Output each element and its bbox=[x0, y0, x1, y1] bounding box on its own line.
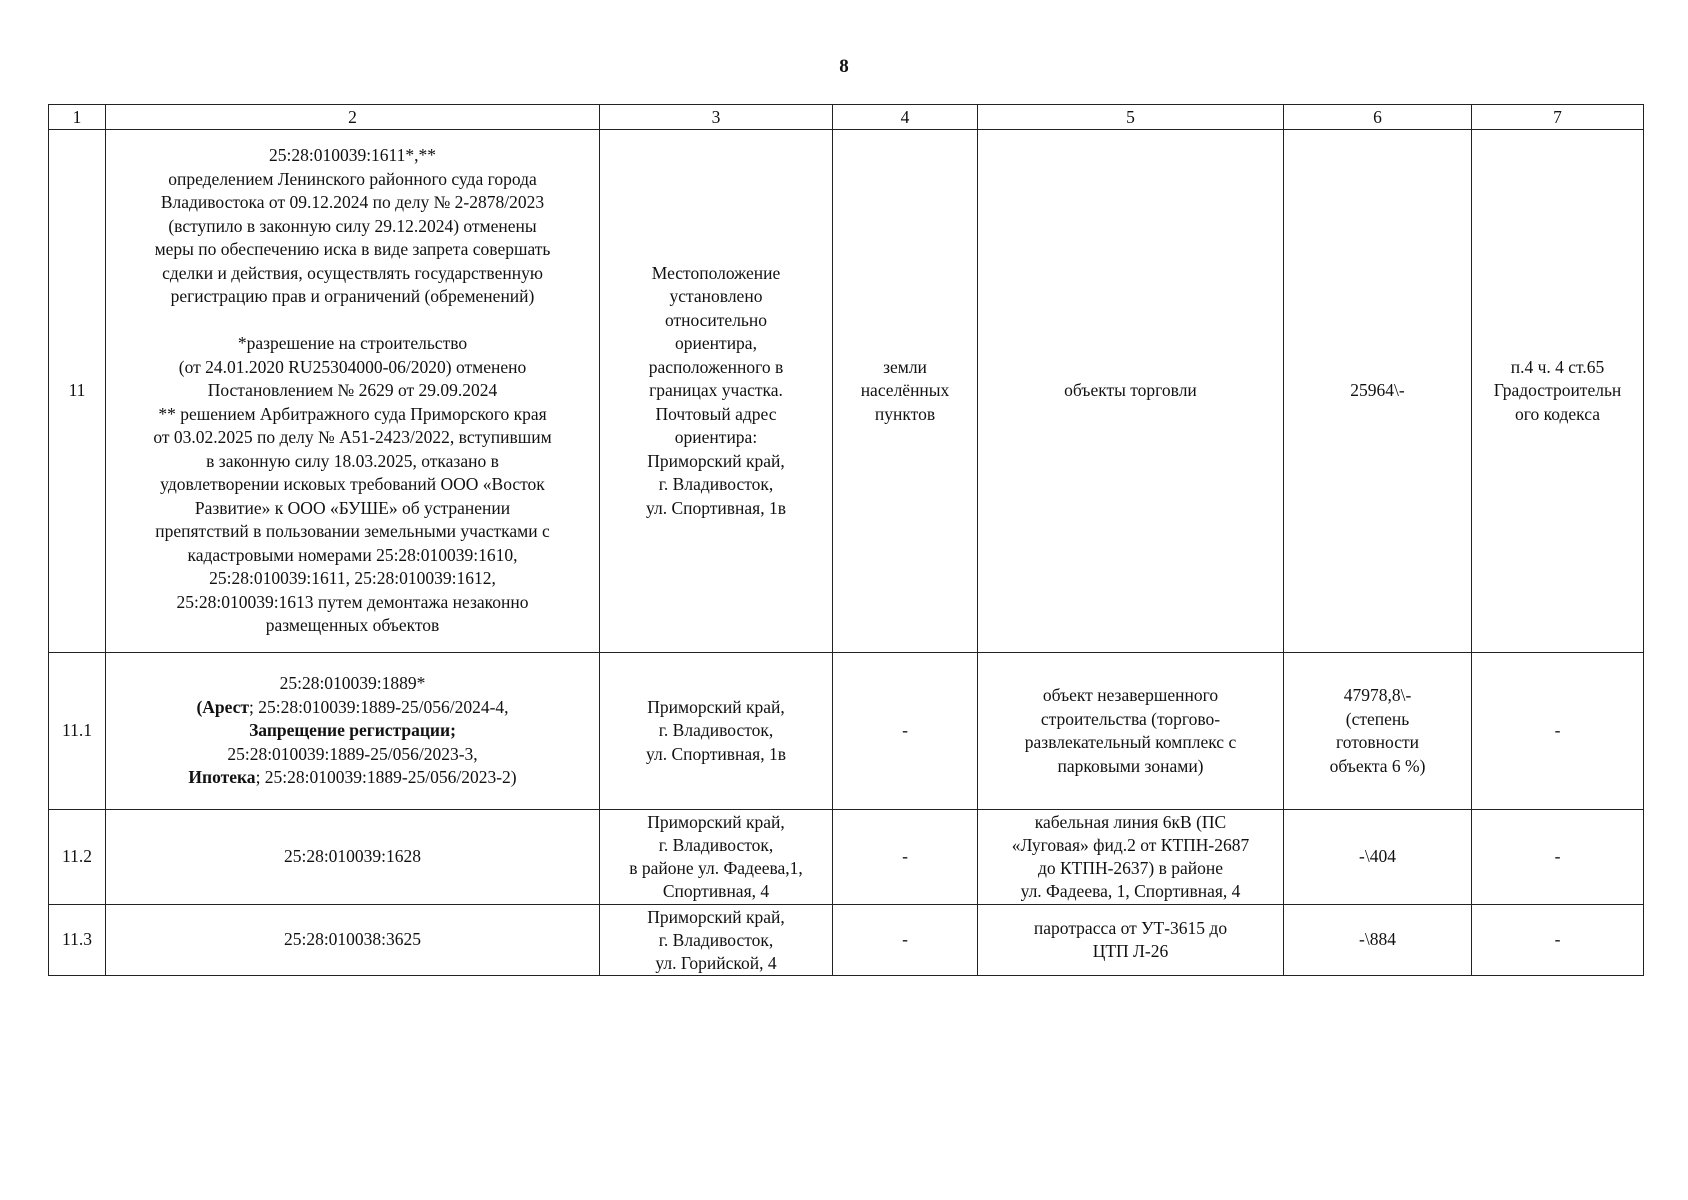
use-line: строительства (торгово- bbox=[1040, 708, 1221, 729]
location-line: Почтовый адрес bbox=[655, 403, 777, 424]
location-line: г. Владивосток, bbox=[658, 929, 774, 950]
arrest-value: ; 25:28:010039:1889-25/056/2024-4, bbox=[248, 696, 509, 717]
footnote-line: Развитие» к ООО «БУШЕ» об устранении bbox=[194, 497, 511, 518]
court-note-line: Владивостока от 09.12.2024 по делу № 2-2878/2023 bbox=[160, 192, 545, 213]
cadastral-cell bbox=[106, 653, 600, 810]
table-row bbox=[49, 653, 1644, 810]
use-line: паротрасса от УТ-3615 до bbox=[1033, 917, 1228, 938]
location-line: Местоположение bbox=[651, 262, 781, 283]
mortgage-label: Ипотека bbox=[188, 767, 256, 788]
arrest-label: (Арест bbox=[196, 696, 249, 717]
cadastral-number: 25:28:010039:1611*,** bbox=[268, 145, 437, 166]
encumbrance-mortgage bbox=[112, 766, 593, 790]
court-note-line: меры по обеспечению иска в виде запрета совершать bbox=[154, 239, 551, 260]
location-line: г. Владивосток, bbox=[658, 835, 774, 855]
location-line: ориентира: bbox=[674, 427, 758, 448]
location-line: границах участка. bbox=[649, 380, 783, 401]
footnote-line: кадастровыми номерами 25:28:010039:1610, bbox=[187, 544, 518, 565]
court-note-line: регистрацию прав и ограничений (обременений) bbox=[170, 286, 535, 307]
column-header: 7 bbox=[1472, 105, 1644, 130]
location-cell bbox=[600, 905, 833, 976]
area-cell bbox=[1284, 653, 1472, 810]
footnote-line: Постановлением № 2629 от 29.09.2024 bbox=[207, 380, 498, 401]
location-line: в районе ул. Фадеева,1, bbox=[629, 858, 803, 878]
cadastral-cell bbox=[106, 810, 600, 905]
location-line: Приморский край, bbox=[647, 450, 785, 471]
use-line: объекты торговли bbox=[1064, 380, 1197, 401]
use-line: «Луговая» фид.2 от КТПН-2687 bbox=[1011, 835, 1250, 855]
column-header: 3 bbox=[600, 105, 833, 130]
footnote-line: 25:28:010039:1613 путем демонтажа незаконно bbox=[176, 591, 529, 612]
header-row bbox=[49, 105, 1644, 130]
note-cell bbox=[1472, 653, 1644, 810]
area-line: 47978,8\- bbox=[1343, 685, 1412, 705]
location-line: Спортивная, 4 bbox=[662, 881, 770, 901]
footnote-line: удовлетворении исковых требований ООО «Восток bbox=[160, 474, 545, 495]
column-header: 2 bbox=[106, 105, 600, 130]
location-line: г. Владивосток, bbox=[658, 720, 774, 741]
cadastral-number: 25:28:010039:1889* bbox=[279, 673, 426, 694]
row-number: 11.1 bbox=[49, 653, 106, 810]
location-cell bbox=[600, 130, 833, 653]
note-line: - bbox=[1554, 846, 1561, 867]
permitted-use-cell bbox=[978, 130, 1284, 653]
note-line: ого кодекса bbox=[1515, 403, 1600, 424]
note-line: п.4 ч. 4 ст.65 bbox=[1510, 356, 1605, 377]
permitted-use-cell bbox=[978, 653, 1284, 810]
footnote-line: в законную силу 18.03.2025, отказано в bbox=[206, 450, 499, 471]
category-line: - bbox=[902, 929, 908, 950]
category-line: земли bbox=[883, 356, 927, 377]
location-line: Приморский край, bbox=[647, 906, 785, 927]
location-line: ул. Спортивная, 1в bbox=[646, 743, 786, 764]
area-line: объекта 6 %) bbox=[1329, 755, 1426, 776]
row-number: 11 bbox=[49, 130, 106, 653]
permitted-use-cell bbox=[978, 810, 1284, 905]
land-category-cell bbox=[833, 130, 978, 653]
encumbrance-ban-label: Запрещение регистрации; bbox=[249, 720, 456, 741]
area-cell bbox=[1284, 905, 1472, 976]
page-number: 8 bbox=[839, 56, 849, 77]
location-line: Приморский край, bbox=[647, 696, 785, 717]
area-cell bbox=[1284, 810, 1472, 905]
court-note-line: (вступило в законную силу 29.12.2024) отменены bbox=[168, 215, 537, 236]
note-line: - bbox=[1554, 720, 1561, 741]
area-line: -\884 bbox=[1359, 929, 1396, 950]
use-line: ЦТП Л-26 bbox=[1092, 941, 1169, 961]
table-row bbox=[49, 810, 1644, 905]
land-category-cell bbox=[833, 653, 978, 810]
footnote-line: ** решением Арбитражного суда Приморского края bbox=[158, 403, 547, 424]
column-header: 1 bbox=[49, 105, 106, 130]
area-line: -\404 bbox=[1359, 846, 1396, 867]
location-line: ориентира, bbox=[675, 333, 757, 354]
footnote-line: 25:28:010039:1611, 25:28:010039:1612, bbox=[209, 568, 496, 589]
cadastral-number: 25:28:010038:3625 bbox=[283, 929, 422, 950]
note-line: Градостроительн bbox=[1493, 380, 1622, 401]
footnote-line: *разрешение на строительство bbox=[237, 333, 468, 354]
location-cell bbox=[600, 653, 833, 810]
note-cell bbox=[1472, 130, 1644, 653]
cadastral-number: 25:28:010039:1628 bbox=[283, 846, 422, 867]
category-line: - bbox=[902, 846, 908, 867]
location-line: Приморский край, bbox=[647, 812, 785, 832]
cadastral-cell bbox=[106, 130, 600, 653]
column-header: 6 bbox=[1284, 105, 1472, 130]
registry-table bbox=[48, 104, 1644, 976]
area-cell bbox=[1284, 130, 1472, 653]
location-line: г. Владивосток, bbox=[658, 474, 774, 495]
land-category-cell bbox=[833, 905, 978, 976]
location-line: ул. Горийской, 4 bbox=[655, 952, 777, 973]
use-line: до КТПН-2637) в районе bbox=[1037, 858, 1224, 878]
mortgage-value: ; 25:28:010039:1889-25/056/2023-2) bbox=[255, 767, 517, 788]
location-cell bbox=[600, 810, 833, 905]
encumbrance-ban-value: 25:28:010039:1889-25/056/2023-3, bbox=[227, 743, 478, 764]
category-line: пунктов bbox=[874, 403, 936, 424]
use-line: развлекательный комплекс с bbox=[1024, 732, 1237, 752]
use-line: объект незавершенного bbox=[1042, 685, 1219, 705]
encumbrance-arrest bbox=[112, 696, 593, 720]
footnote-line: от 03.02.2025 по делу № А51-2423/2022, вступившим bbox=[153, 427, 552, 448]
permitted-use-cell bbox=[978, 905, 1284, 976]
footnote-line: препятствий в пользовании земельными участками с bbox=[155, 521, 550, 542]
table-row bbox=[49, 130, 1644, 653]
table-row bbox=[49, 905, 1644, 976]
column-header: 4 bbox=[833, 105, 978, 130]
area-line: готовности bbox=[1335, 732, 1420, 752]
location-line: установлено bbox=[669, 286, 763, 307]
court-note-line: сделки и действия, осуществлять государственную bbox=[162, 262, 543, 283]
court-note-line: определением Ленинского районного суда города bbox=[168, 168, 537, 189]
row-number: 11.2 bbox=[49, 810, 106, 905]
category-line: населённых bbox=[860, 380, 950, 401]
cadastral-cell bbox=[106, 905, 600, 976]
spacer bbox=[112, 309, 593, 333]
area-line: (степень bbox=[1345, 708, 1410, 729]
land-category-cell bbox=[833, 810, 978, 905]
use-line: кабельная линия 6кВ (ПС bbox=[1034, 812, 1227, 832]
column-header: 5 bbox=[978, 105, 1284, 130]
note-line: - bbox=[1554, 929, 1561, 950]
use-line: ул. Фадеева, 1, Спортивная, 4 bbox=[1020, 881, 1241, 901]
area-line: 25964\- bbox=[1350, 380, 1405, 401]
location-line: расположенного в bbox=[648, 356, 784, 377]
location-line: относительно bbox=[664, 309, 768, 330]
category-line: - bbox=[902, 720, 908, 741]
note-cell bbox=[1472, 810, 1644, 905]
footnote-line: размещенных объектов bbox=[265, 615, 440, 636]
footnote-line: (от 24.01.2020 RU25304000-06/2020) отменено bbox=[178, 356, 527, 377]
use-line: парковыми зонами) bbox=[1057, 755, 1204, 776]
row-number: 11.3 bbox=[49, 905, 106, 976]
note-cell bbox=[1472, 905, 1644, 976]
location-line: ул. Спортивная, 1в bbox=[646, 497, 786, 518]
